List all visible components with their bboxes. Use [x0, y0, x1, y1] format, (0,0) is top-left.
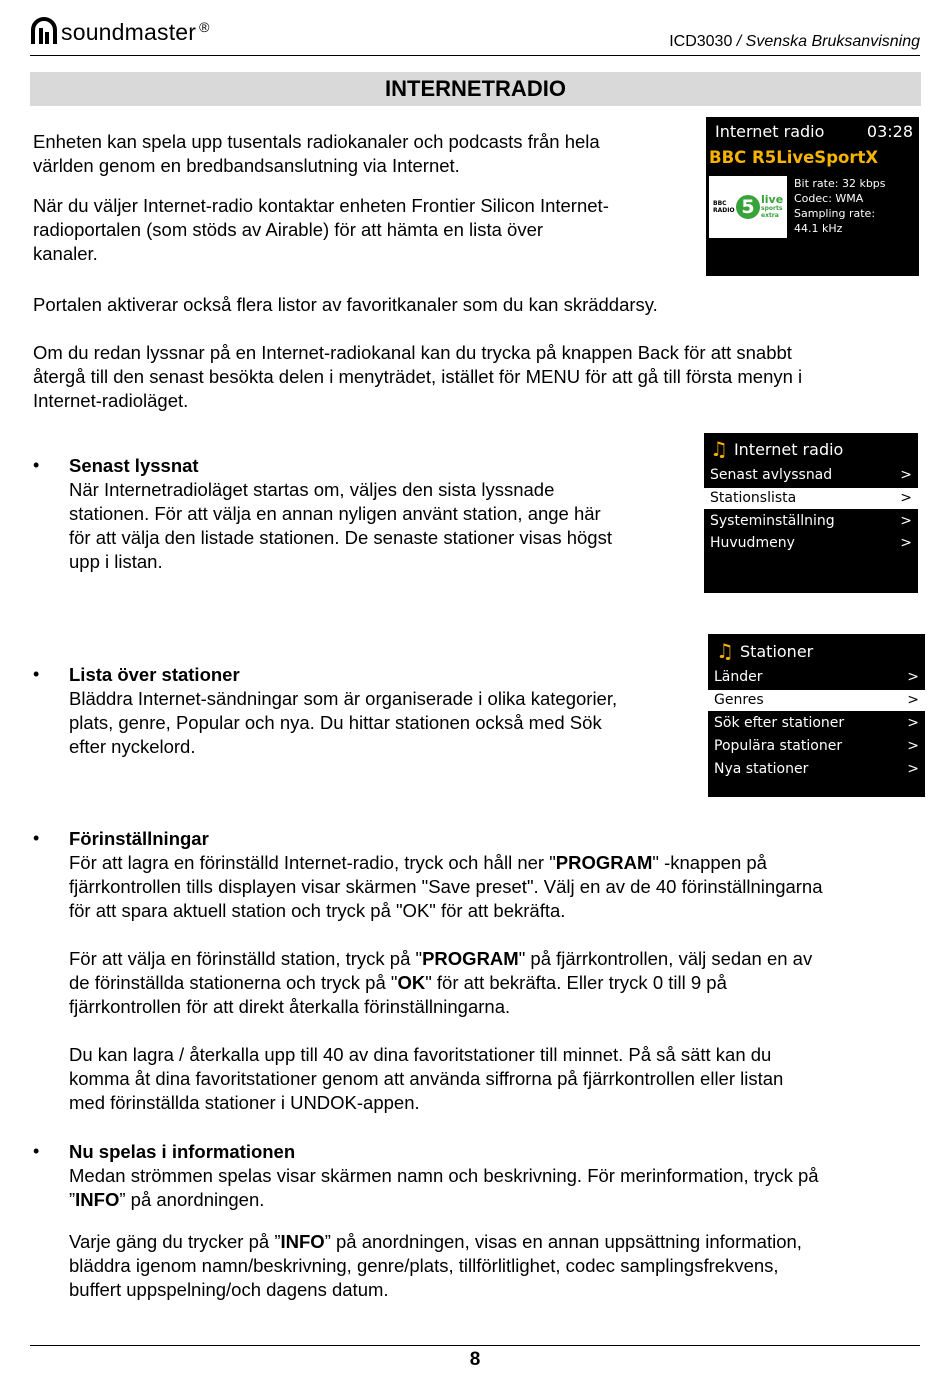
bullet-marker: •: [33, 1141, 40, 1161]
text-line: Medan strömmen spelas visar skärmen namn och beskrivning. För merinformation, tryck på: [69, 1165, 819, 1186]
menu-item-new-stations[interactable]: [708, 759, 925, 780]
page-number: 8: [469, 1349, 481, 1370]
brand-logo: [30, 16, 210, 52]
text-line: Enheten kan spela upp tusentals radiokanaler och podcasts från hela: [33, 131, 600, 152]
info-line: Sampling rate:: [794, 207, 876, 220]
station-logo: [709, 176, 787, 238]
text-line: När du väljer Internet-radio kontaktar enheten Frontier Silicon Internet-: [33, 195, 609, 216]
music-note-icon: ♫: [710, 437, 728, 461]
chevron-right-icon: >: [907, 669, 919, 685]
doc-model: ICD3030: [669, 33, 733, 50]
menu-item-label: Senast avlyssnad: [710, 467, 833, 483]
text-line: radioportalen (som stöds av Airable) för att hämta en lista över: [33, 219, 544, 240]
internet-radio-menu-screen: [704, 433, 918, 593]
menu-item-label: Länder: [714, 669, 763, 685]
bullet-title: Lista över stationer: [69, 664, 240, 685]
logo-extra-text: extra: [761, 212, 779, 219]
menu-item-main-menu[interactable]: [704, 533, 918, 554]
logo-radio-text: RADIO: [713, 207, 735, 214]
chevron-right-icon: >: [900, 467, 912, 483]
screen-title: Internet radio: [715, 122, 825, 141]
menu-item-label: Nya stationer: [714, 761, 809, 777]
text-line: Bläddra Internet-sändningar som är organiserade i olika kategorier,: [69, 688, 618, 709]
text-span: Varje gäng du trycker på ”: [69, 1231, 281, 1252]
bullet-marker: •: [33, 455, 40, 475]
text-line: [69, 1188, 929, 1212]
chevron-right-icon: >: [907, 692, 919, 708]
chevron-right-icon: >: [907, 715, 919, 731]
footer-divider: [30, 1345, 920, 1346]
menu-item-label: Systeminställning: [710, 513, 835, 529]
chevron-right-icon: >: [907, 738, 919, 754]
text-line: [69, 971, 929, 995]
text-line: När Internetradioläget startas om, väljes den sista lyssnade: [69, 479, 555, 500]
five-live-badge: 5: [736, 195, 760, 219]
station-name: BBC R5LiveSportX: [709, 148, 879, 167]
text-line: kanaler.: [33, 243, 98, 264]
bullet-now-playing-info: [69, 1140, 929, 1302]
menu-item-countries[interactable]: [708, 667, 925, 688]
text-span: de förinställda stationerna och tryck på ": [69, 972, 398, 993]
program-keyword: PROGRAM: [422, 948, 519, 969]
bullet-title: Förinställningar: [69, 828, 209, 849]
text-line: plats, genre, Popular och nya. Du hittar stationen också med Sök: [69, 712, 602, 733]
music-note-icon: ♫: [716, 639, 734, 663]
section-title: INTERNETRADIO: [385, 76, 566, 101]
logo-live-text: live: [761, 193, 784, 206]
info-line: 44.1 kHz: [794, 222, 843, 235]
menu-title: Stationer: [739, 641, 814, 661]
text-span: " -knappen på: [652, 852, 767, 873]
bullet-title: Senast lyssnat: [69, 455, 199, 476]
bullet-recently-listened: [69, 454, 612, 574]
text-span: ” på anordningen.: [119, 1189, 265, 1210]
text-line: Du kan lagra / återkalla upp till 40 av dina favoritstationer till minnet. På så sätt kan du: [69, 1044, 772, 1065]
chevron-right-icon: >: [900, 513, 912, 529]
text-span: " på fjärrkontrollen, välj sedan en av: [518, 948, 813, 969]
text-line: för att spara aktuell station och tryck på "OK" för att bekräfta.: [69, 900, 566, 921]
program-keyword: PROGRAM: [555, 852, 653, 873]
text-line: världen genom en bredbandsanslutning via Internet.: [33, 155, 460, 176]
menu-header: [710, 437, 843, 461]
bullet-title: Nu spelas i informationen: [69, 1141, 296, 1162]
menu-item-label: Huvudmeny: [710, 535, 795, 551]
text-line: komma åt dina favoritstationer genom att använda siffrorna på fjärrkontrollen eller listan: [69, 1068, 784, 1089]
chevron-right-icon: >: [900, 535, 912, 551]
text-span: ” på anordningen, visas en annan uppsättning information,: [324, 1231, 802, 1252]
menu-item-search-stations[interactable]: [708, 713, 925, 734]
brand-name: soundmaster: [61, 19, 197, 45]
header-divider: [30, 55, 920, 56]
doc-language: / Svenska Bruksanvisning: [732, 33, 920, 50]
info-keyword: INFO: [280, 1231, 325, 1252]
chevron-right-icon: >: [900, 490, 912, 506]
text-span: För att lagra en förinställd Internet-radio, tryck och håll ner ": [69, 852, 556, 873]
menu-item-label: Stationslista: [710, 490, 797, 506]
document-reference: [669, 33, 920, 51]
soundmaster-logo-icon: [30, 16, 58, 48]
intro-paragraph-3: Portalen aktiverar också flera listor av favoritkanaler som du kan skräddarsy.: [33, 294, 658, 315]
text-span: ”: [69, 1189, 76, 1210]
section-header: [30, 72, 921, 106]
menu-item-label: Genres: [714, 692, 764, 708]
menu-item-station-list[interactable]: [704, 488, 918, 509]
bullet-marker: •: [33, 828, 40, 848]
intro-paragraph-4: [33, 341, 802, 413]
text-line: för att välja den listade stationen. De senaste stationer visas högst: [69, 527, 612, 548]
text-line: Internet-radioläget.: [33, 390, 189, 411]
chevron-right-icon: >: [907, 761, 919, 777]
text-line: [69, 947, 929, 971]
stations-menu-screen: [708, 634, 925, 797]
text-line: [69, 851, 929, 875]
intro-paragraph-1: [33, 130, 600, 178]
menu-header: [716, 639, 813, 663]
ok-keyword: OK: [397, 972, 426, 993]
info-line: Bit rate: 32 kbps: [794, 177, 886, 190]
intro-paragraph-2: [33, 194, 609, 266]
screen-clock: 03:28: [866, 122, 913, 141]
menu-item-label: Sök efter stationer: [714, 715, 845, 731]
text-line: upp i listan.: [69, 551, 163, 572]
info-keyword: INFO: [75, 1189, 120, 1210]
text-line: bläddra igenom namn/beskrivning, genre/plats, tillförlitlighet, codec samplingsfrekvens,: [69, 1255, 779, 1276]
text-line: med förinställda stationer i UNDOK-appen.: [69, 1092, 420, 1113]
menu-title: Internet radio: [733, 439, 844, 459]
text-line: fjärrkontrollen för att direkt återkalla förinställningarna.: [69, 996, 511, 1017]
text-span: För att välja en förinställd station, tryck på ": [69, 948, 423, 969]
bullet-station-list: [69, 663, 617, 759]
text-line: återgå till den senast besökta delen i menyträdet, istället för MENU för att gå till första menyn i: [33, 366, 803, 387]
menu-item-popular-stations[interactable]: [708, 736, 925, 757]
stream-info: [794, 176, 886, 236]
bullet-presets: [69, 827, 929, 1115]
menu-item-genres[interactable]: [708, 690, 925, 711]
text-line: [69, 1230, 929, 1254]
menu-item-label: Populära stationer: [714, 738, 843, 754]
logo-sports-text: sports: [761, 205, 783, 212]
text-line: Om du redan lyssnar på en Internet-radiokanal kan du trycka på knappen Back för att snabbt: [33, 342, 792, 363]
menu-item-system-settings[interactable]: [704, 511, 918, 532]
menu-item-recently-listened[interactable]: [704, 465, 918, 486]
text-line: efter nyckelord.: [69, 736, 196, 757]
registered-mark: ®: [199, 19, 210, 35]
bullet-marker: •: [33, 664, 40, 684]
text-line: stationen. För att välja en annan nyligen använt station, ange här: [69, 503, 601, 524]
text-span: " för att bekräfta. Eller tryck 0 till 9 på: [425, 972, 727, 993]
info-line: Codec: WMA: [794, 192, 864, 205]
text-line: fjärrkontrollen tills displayen visar skärmen "Save preset". Välj en av de 40 förinställningarna: [69, 876, 823, 897]
text-line: buffert uppspelning/och dagens datum.: [69, 1279, 389, 1300]
now-playing-screen: [706, 117, 919, 276]
logo-bbc-text: BBC: [713, 200, 727, 207]
